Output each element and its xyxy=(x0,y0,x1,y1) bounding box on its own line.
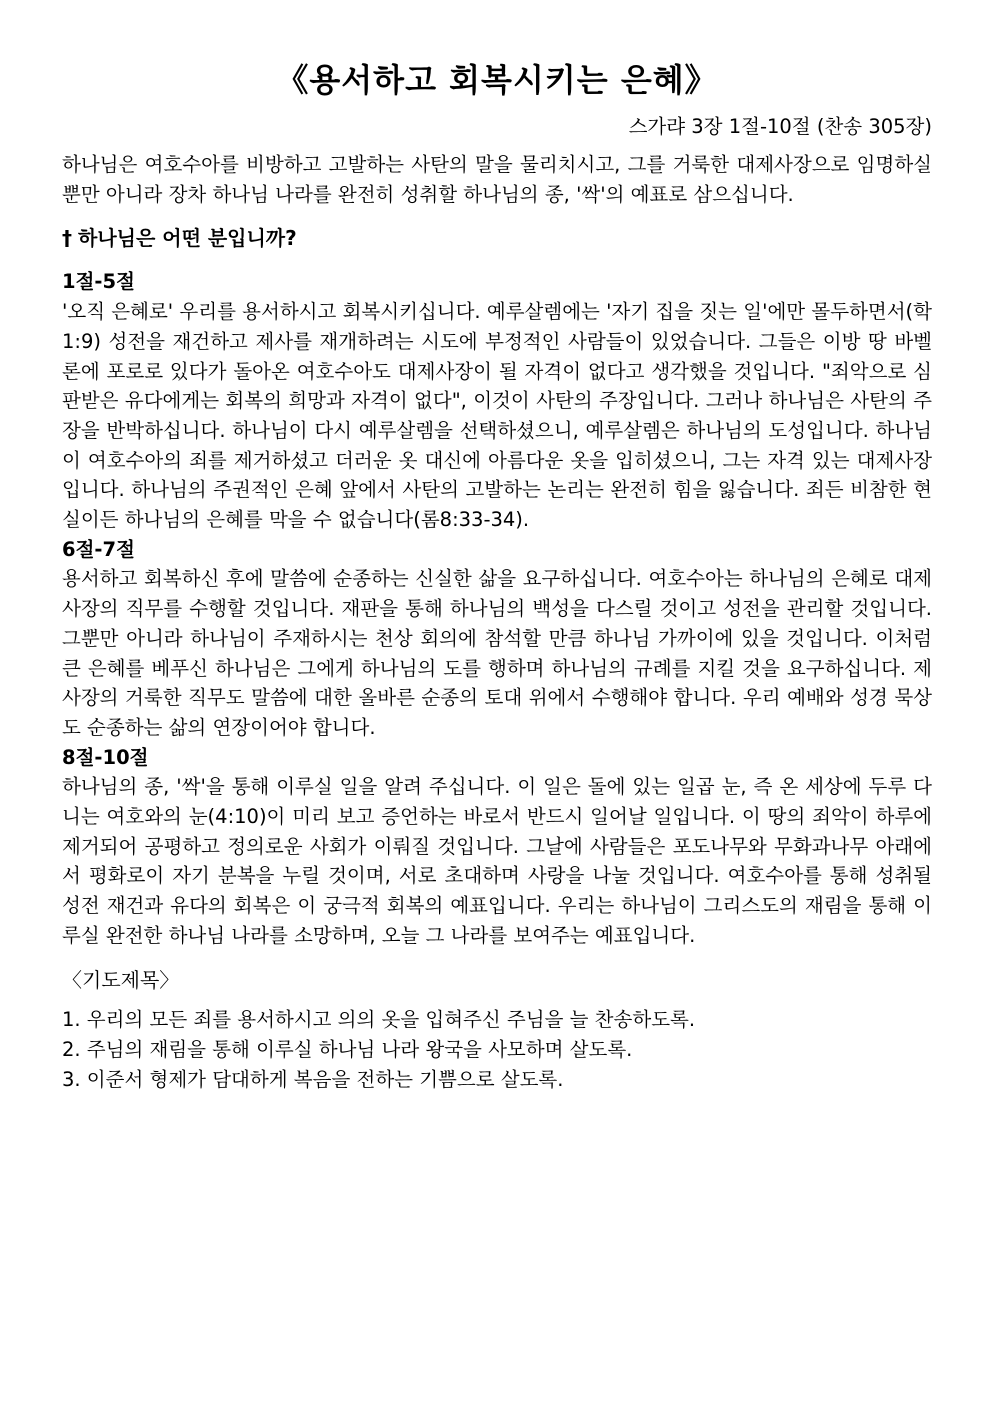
document-page xyxy=(62,0,932,1095)
scripture-reference: 스가랴 3장 1절-10절 (찬송 305장) xyxy=(628,115,932,138)
prayer-item: 3. 이준서 형제가 담대하게 복음을 전하는 기쁨으로 살도록. xyxy=(62,1067,564,1091)
prayer-item: 2. 주님의 재림을 통해 이루실 하나님 나라 왕국을 사모하며 살도록. xyxy=(62,1037,633,1061)
section-heading-2: 6절-7절 xyxy=(62,537,135,561)
prayer-heading: 〈기도제목〉 xyxy=(62,967,180,992)
section-heading-1: 1절-5절 xyxy=(62,270,135,294)
question-heading xyxy=(62,223,932,253)
prayer-item: 1. 우리의 모든 죄를 용서하시고 의의 옷을 입혀주신 주님을 늘 찬송하도록. xyxy=(62,1007,696,1031)
section-body-2: 용서하고 회복하신 후에 말씀에 순종하는 신실한 삶을 요구하십니다. 여호수아는 하나님의 은혜로 대제사장의 직무를 수행할 것입니다. 재판을 통해 하나님의 백성을 다스릴 것이고 성전을 관리할 것입니다. 그뿐만 아니라 하나님이 주재하시는 천상 회의에 참석할 만큼 하나님 가까이에 있을 것입니다. 이처럼 큰 은혜를 베푸신 하나님은 그에게 하나님의 도를 행하며 하나님의 규례를 지킬 것을 요구하십니다. 제사장의 거룩한 직무도 말씀에 대한 올바른 순종의 토대 위에서 수행해야 합니다. 우리 예배와 성경 묵상도 순종하는 삶의 연장이어야 합니다. xyxy=(62,567,932,739)
section-body-1: '오직 은혜로' 우리를 용서하시고 회복시키십니다. 예루살렘에는 '자기 집을 짓는 일'에만 몰두하면서(학1:9) 성전을 재건하고 제사를 재개하려는 시도에 부정적인 사람들이 있었습니다. 그들은 이방 땅 바벨론에 포로로 있다가 돌아온 여호수아도 대제사장이 될 자격이 없다고 생각했을 것입니다. "죄악으로 심판받은 유다에게는 회복의 희망과 자격이 없다", 이것이 사탄의 주장입니다. 그러나 하나님은 사탄의 주장을 반박하십니다. 하나님이 다시 예루살렘을 선택하셨으니, 예루살렘은 하나님의 도성입니다. 하나님이 여호수아의 죄를 제거하셨고 더러운 옷 대신에 아름다운 옷을 입히셨으니, 그는 자격 있는 대제사장입니다. 하나님의 주권적인 은혜 앞에서 사탄의 고발하는 논리는 완전히 힘을 잃습니다. 죄든 비참한 현실이든 하나님의 은혜를 막을 수 없습니다(롬8:33-34). xyxy=(62,300,932,532)
section-body-3: 하나님의 종, '싹'을 통해 이루실 일을 알려 주십니다. 이 일은 돌에 있는 일곱 눈, 즉 온 세상에 두루 다니는 여호와의 눈(4:10)이 미리 보고 증언하는 바로서 반드시 일어날 일입니다. 이 땅의 죄악이 하루에 제거되어 공평하고 정의로운 사회가 이뤄질 것입니다. 그날에 사람들은 포도나무와 무화과나무 아래에서 평화로이 자기 분복을 누릴 것이며, 서로 초대하며 사랑을 나눌 것입니다. 여호수아를 통해 성취될 성전 재건과 유다의 회복은 이 궁극적 회복의 예표입니다. 우리는 하나님이 그리스도의 재림을 통해 이루실 완전한 하나님 나라를 소망하며, 오늘 그 나라를 보여주는 예표입니다. xyxy=(62,775,932,947)
document-title: 《용서하고 회복시키는 은혜》 xyxy=(276,61,718,99)
question-text: 하나님은 어떤 분입니까? xyxy=(78,226,297,251)
intro-paragraph: 하나님은 여호수아를 비방하고 고발하는 사탄의 말을 물리치시고, 그를 거룩한 대제사장으로 임명하실 뿐만 아니라 장차 하나님 나라를 완전히 성취할 하나님의 종, '싹'의 예표로 삼으십니다. xyxy=(62,153,932,206)
section-heading-3: 8절-10절 xyxy=(62,745,149,769)
prayer-list xyxy=(62,1005,932,1095)
cross-icon: † xyxy=(62,226,72,251)
